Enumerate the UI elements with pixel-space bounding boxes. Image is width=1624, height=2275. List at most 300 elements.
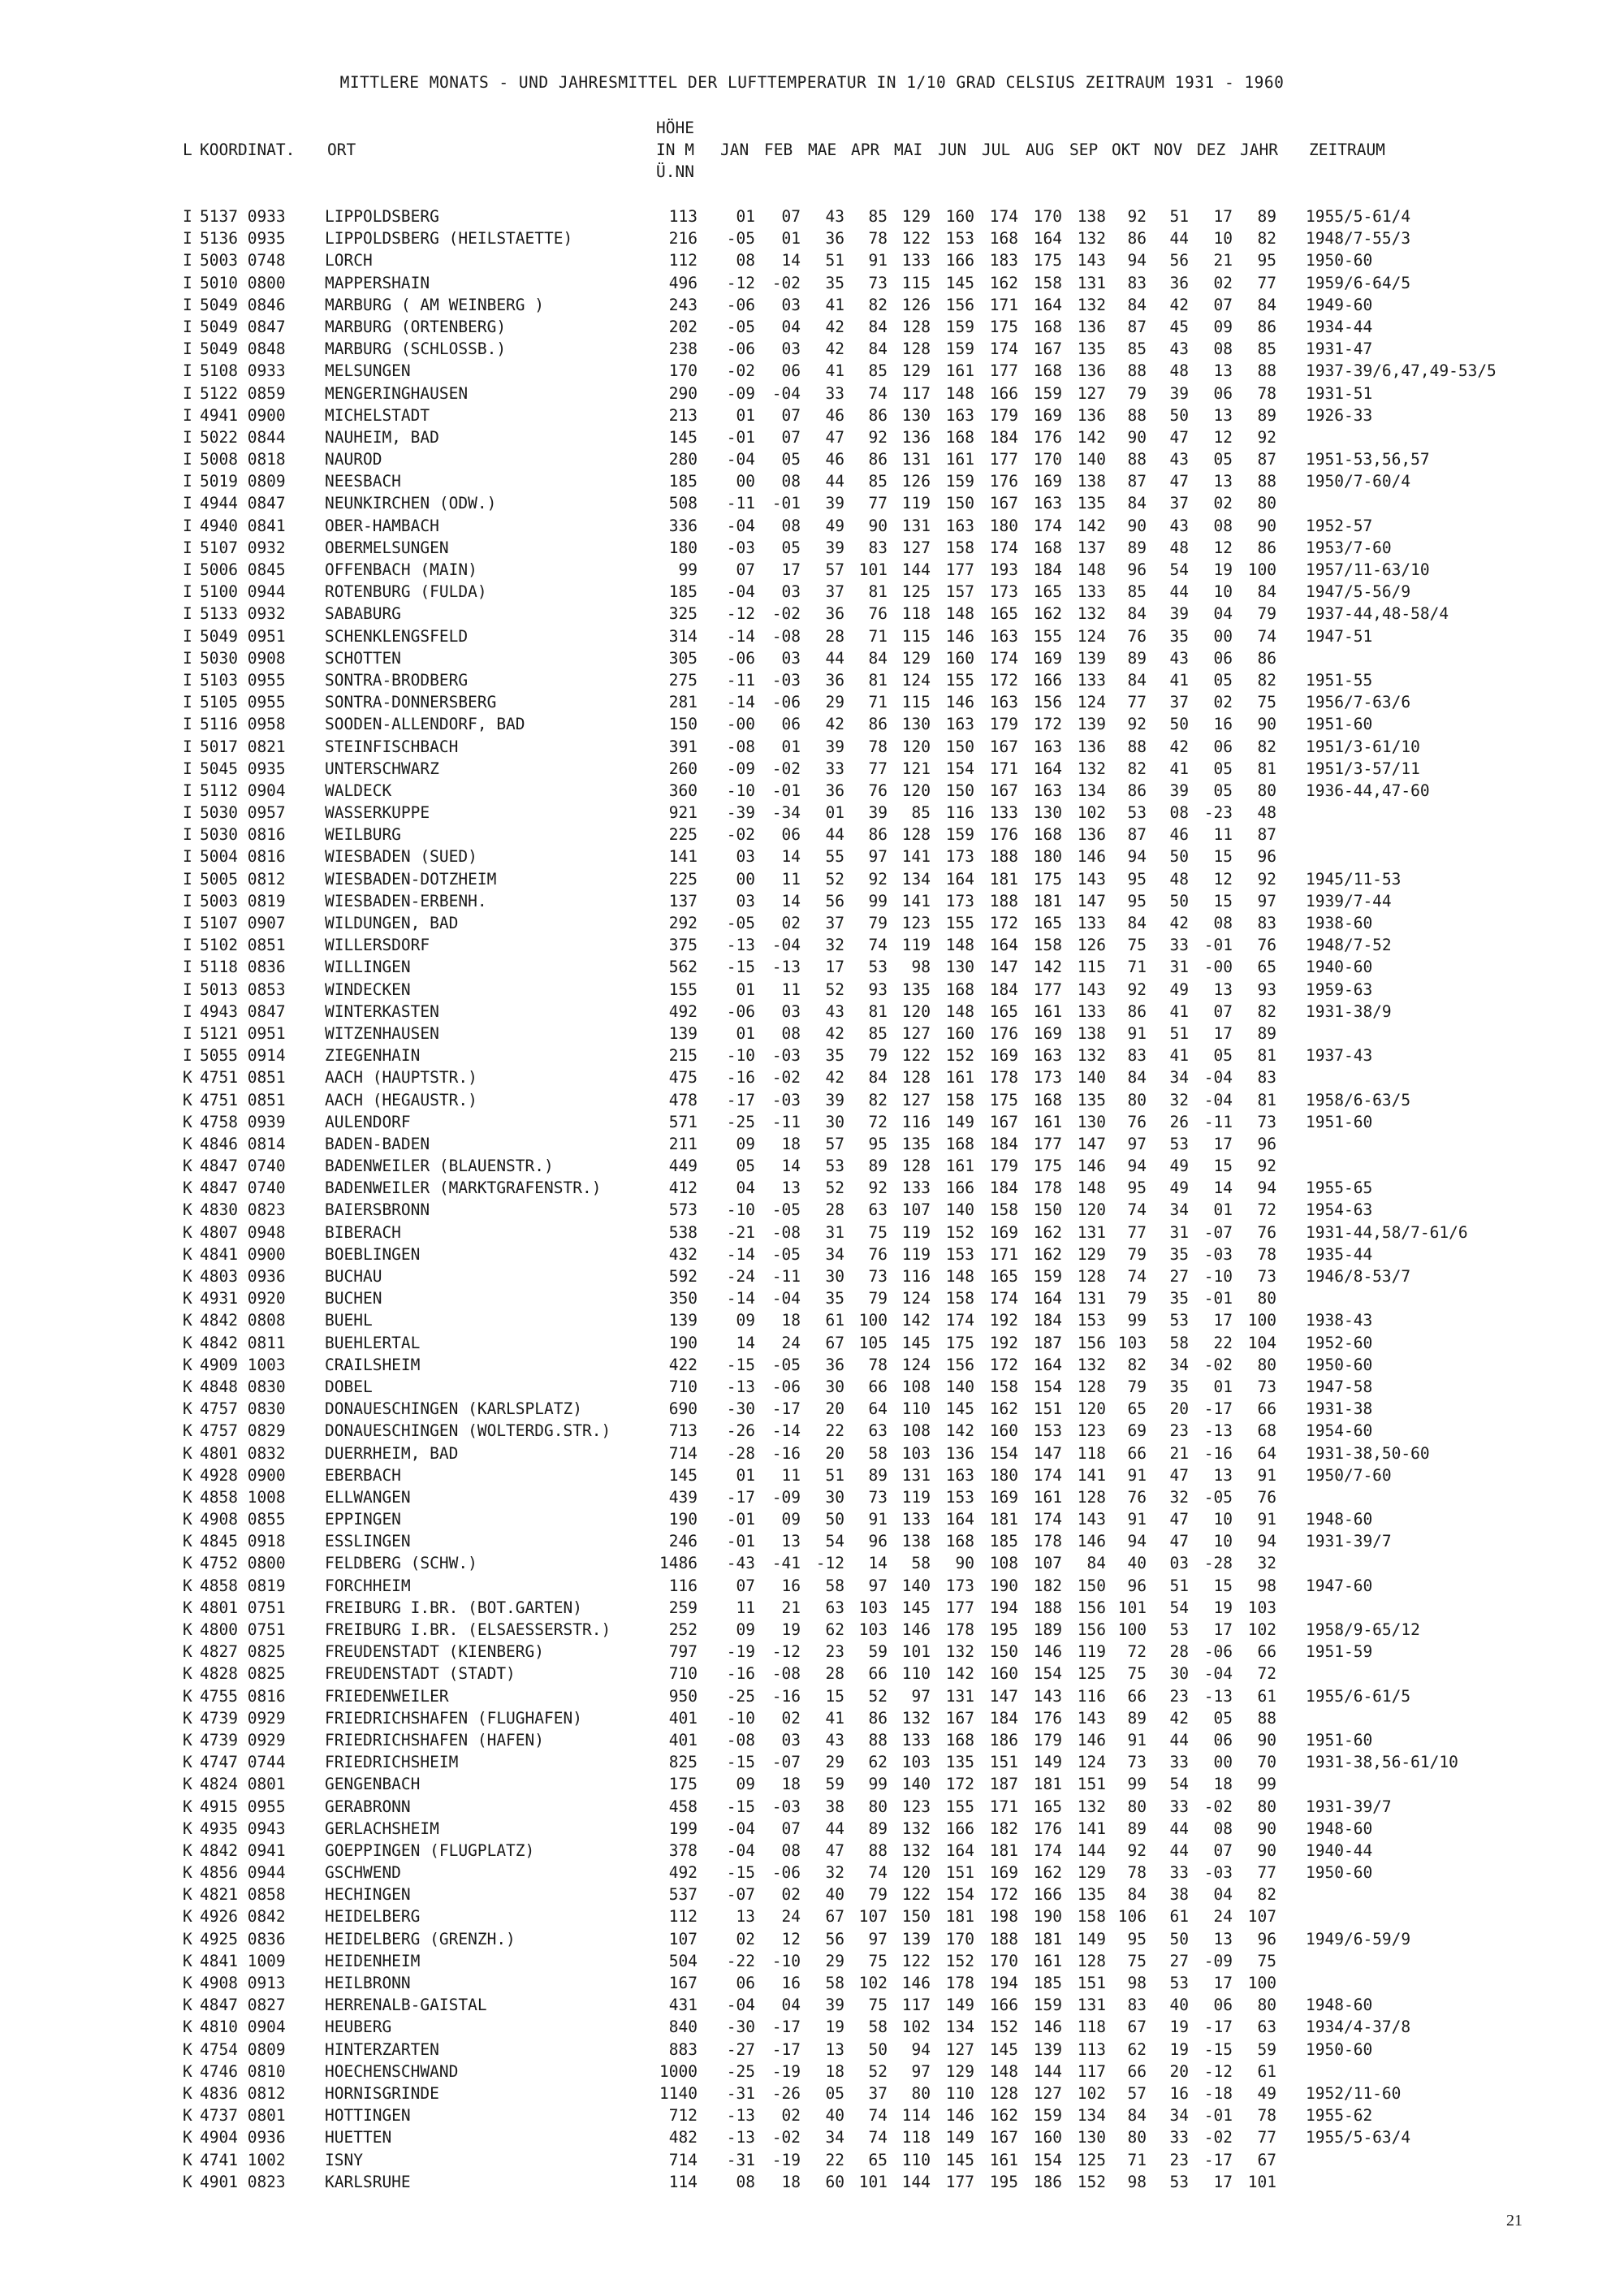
cell-dez: 12 bbox=[1213, 427, 1233, 447]
cell-ort: WIESBADEN (SUED) bbox=[325, 847, 477, 867]
cell-nov: 30 bbox=[1169, 1664, 1189, 1684]
cell-jun: 166 bbox=[945, 251, 974, 270]
cell-apr: 78 bbox=[868, 229, 888, 249]
cell-jul: 176 bbox=[989, 825, 1018, 845]
cell-mai: 122 bbox=[901, 1046, 931, 1066]
cell-jul: 175 bbox=[989, 317, 1018, 336]
cell-jan: -31 bbox=[726, 2150, 755, 2169]
cell-mae: 43 bbox=[825, 1001, 844, 1021]
cell-mai: 135 bbox=[901, 1134, 931, 1153]
cell-okt: 84 bbox=[1127, 914, 1147, 932]
cell-jun: 151 bbox=[945, 1863, 974, 1883]
cell-apr: 92 bbox=[868, 427, 888, 447]
header-mai: MAI bbox=[894, 141, 923, 159]
table-row bbox=[0, 2149, 1624, 2171]
cell-sep: 134 bbox=[1077, 2106, 1106, 2126]
cell-mai: 80 bbox=[911, 2083, 931, 2103]
cell-aug: 175 bbox=[1033, 869, 1062, 889]
cell-aug: 179 bbox=[1033, 1730, 1062, 1750]
cell-zeitraum: 1947/5-56/9 bbox=[1306, 582, 1411, 602]
cell-zeitraum: 1951-55 bbox=[1306, 670, 1373, 690]
cell-jun: 150 bbox=[945, 781, 974, 800]
cell-jul: 163 bbox=[989, 693, 1018, 712]
cell-apr: 88 bbox=[868, 1730, 888, 1750]
table-row bbox=[0, 1222, 1624, 1243]
cell-koordinaten: 4847 0740 bbox=[200, 1157, 286, 1176]
cell-jun: 155 bbox=[945, 1797, 974, 1816]
cell-jun: 145 bbox=[945, 273, 974, 292]
cell-zeitraum: 1951-60 bbox=[1306, 715, 1373, 734]
cell-okt: 74 bbox=[1127, 1200, 1147, 1220]
cell-okt: 91 bbox=[1127, 1465, 1147, 1485]
cell-hoehe: 458 bbox=[668, 1797, 698, 1816]
cell-apr: 77 bbox=[868, 759, 888, 778]
cell-ort: FRIEDRICHSHAFEN (FLUGHAFEN) bbox=[325, 1708, 582, 1728]
cell-land: K bbox=[183, 1929, 192, 1948]
cell-nov: 32 bbox=[1169, 1487, 1189, 1507]
cell-mae: 44 bbox=[825, 825, 844, 845]
cell-mae: 13 bbox=[825, 2039, 844, 2059]
cell-koordinaten: 4928 0900 bbox=[200, 1465, 286, 1485]
cell-ort: STEINFISCHBACH bbox=[325, 737, 459, 756]
cell-mai: 94 bbox=[911, 2039, 931, 2059]
cell-aug: 176 bbox=[1033, 1819, 1062, 1838]
cell-jun: 173 bbox=[945, 1576, 974, 1595]
table-row bbox=[0, 1552, 1624, 1574]
cell-jahr: 91 bbox=[1257, 1510, 1276, 1529]
header-jan: JAN bbox=[720, 141, 749, 159]
cell-hoehe: 710 bbox=[668, 1664, 698, 1684]
cell-jul: 195 bbox=[989, 2172, 1018, 2191]
cell-jun: 152 bbox=[945, 1046, 974, 1066]
cell-land: I bbox=[183, 781, 192, 800]
cell-koordinaten: 5006 0845 bbox=[200, 560, 286, 579]
cell-hoehe: 482 bbox=[668, 2128, 698, 2147]
cell-mai: 132 bbox=[901, 1819, 931, 1838]
table-row bbox=[0, 338, 1624, 360]
cell-hoehe: 215 bbox=[668, 1046, 698, 1066]
cell-ort: NAUROD bbox=[325, 450, 382, 469]
cell-land: I bbox=[183, 560, 192, 579]
cell-land: K bbox=[183, 1134, 192, 1153]
cell-feb: 14 bbox=[781, 1157, 801, 1176]
cell-mai: 128 bbox=[901, 1068, 931, 1088]
cell-mai: 128 bbox=[901, 317, 931, 336]
cell-ort: HEILBRONN bbox=[325, 1974, 411, 1992]
cell-sep: 136 bbox=[1077, 361, 1106, 381]
cell-jun: 156 bbox=[945, 1355, 974, 1374]
cell-mae: 60 bbox=[825, 2172, 844, 2191]
cell-jahr: 75 bbox=[1257, 693, 1276, 712]
cell-hoehe: 185 bbox=[668, 472, 698, 491]
cell-apr: 66 bbox=[868, 1664, 888, 1684]
cell-zeitraum: 1948/7-52 bbox=[1306, 936, 1392, 955]
cell-jul: 161 bbox=[989, 2150, 1018, 2169]
cell-apr: 75 bbox=[868, 1222, 888, 1242]
cell-jul: 147 bbox=[989, 1686, 1018, 1706]
cell-okt: 88 bbox=[1127, 450, 1147, 469]
cell-jahr: 95 bbox=[1257, 251, 1276, 270]
table-row bbox=[0, 1111, 1624, 1133]
cell-aug: 163 bbox=[1033, 494, 1062, 513]
cell-jul: 172 bbox=[989, 670, 1018, 690]
cell-jahr: 90 bbox=[1257, 1840, 1276, 1860]
cell-mai: 132 bbox=[901, 1708, 931, 1728]
cell-jun: 178 bbox=[945, 1974, 974, 1992]
cell-jan: -05 bbox=[726, 229, 755, 249]
cell-koordinaten: 4842 0941 bbox=[200, 1840, 286, 1860]
cell-feb: -02 bbox=[771, 604, 801, 624]
table-row bbox=[0, 1354, 1624, 1376]
cell-mae: 20 bbox=[825, 1399, 844, 1419]
cell-aug: 159 bbox=[1033, 1267, 1062, 1286]
cell-apr: 97 bbox=[868, 1929, 888, 1948]
cell-land: K bbox=[183, 2172, 192, 2191]
cell-apr: 103 bbox=[858, 1620, 888, 1639]
cell-dez: -04 bbox=[1203, 1068, 1233, 1088]
cell-feb: -01 bbox=[771, 781, 801, 800]
cell-jan: -17 bbox=[726, 1090, 755, 1109]
cell-ort: SONTRA-DONNERSBERG bbox=[325, 693, 497, 712]
cell-hoehe: 202 bbox=[668, 317, 698, 336]
cell-feb: -10 bbox=[771, 1951, 801, 1970]
cell-feb: 21 bbox=[781, 1598, 801, 1617]
cell-zeitraum: 1940-44 bbox=[1306, 1840, 1373, 1860]
cell-dez: 17 bbox=[1213, 1311, 1233, 1330]
cell-land: I bbox=[183, 582, 192, 602]
cell-land: I bbox=[183, 405, 192, 425]
table-row bbox=[0, 404, 1624, 426]
cell-feb: -09 bbox=[771, 1487, 801, 1507]
cell-jan: -11 bbox=[726, 494, 755, 513]
cell-jan: -25 bbox=[726, 1112, 755, 1131]
cell-land: I bbox=[183, 847, 192, 867]
cell-jahr: 88 bbox=[1257, 361, 1276, 381]
cell-feb: 01 bbox=[781, 737, 801, 756]
cell-hoehe: 714 bbox=[668, 1443, 698, 1463]
cell-hoehe: 478 bbox=[668, 1090, 698, 1109]
cell-jan: -14 bbox=[726, 626, 755, 646]
table-row bbox=[0, 890, 1624, 912]
cell-ort: BAIERSBRONN bbox=[325, 1200, 430, 1220]
cell-mae: 19 bbox=[825, 2018, 844, 2037]
cell-jahr: 66 bbox=[1257, 1642, 1276, 1662]
cell-sep: 132 bbox=[1077, 1046, 1106, 1066]
cell-ort: BUCHAU bbox=[325, 1267, 382, 1286]
cell-ort: MELSUNGEN bbox=[325, 361, 411, 381]
cell-jahr: 76 bbox=[1257, 1222, 1276, 1242]
cell-jun: 163 bbox=[945, 1465, 974, 1485]
cell-jun: 158 bbox=[945, 1289, 974, 1308]
cell-jul: 162 bbox=[989, 1399, 1018, 1419]
cell-dez: -03 bbox=[1203, 1863, 1233, 1883]
cell-okt: 74 bbox=[1127, 1267, 1147, 1286]
cell-aug: 165 bbox=[1033, 914, 1062, 932]
cell-ort: AULENDORF bbox=[325, 1112, 411, 1131]
cell-nov: 20 bbox=[1169, 1399, 1189, 1419]
cell-feb: -02 bbox=[771, 759, 801, 778]
cell-koordinaten: 5030 0816 bbox=[200, 825, 286, 845]
cell-jan: -25 bbox=[726, 1686, 755, 1706]
cell-jan: -28 bbox=[726, 1443, 755, 1463]
cell-jan: -30 bbox=[726, 2018, 755, 2037]
cell-ort: LORCH bbox=[325, 251, 373, 270]
cell-nov: 49 bbox=[1169, 1179, 1189, 1198]
cell-koordinaten: 5045 0935 bbox=[200, 759, 286, 778]
cell-aug: 168 bbox=[1033, 317, 1062, 336]
cell-apr: 102 bbox=[858, 1974, 888, 1992]
cell-okt: 84 bbox=[1127, 670, 1147, 690]
cell-aug: 156 bbox=[1033, 693, 1062, 712]
cell-hoehe: 167 bbox=[668, 1974, 698, 1992]
cell-sep: 132 bbox=[1077, 1797, 1106, 1816]
cell-koordinaten: 4846 0814 bbox=[200, 1134, 286, 1153]
cell-jahr: 80 bbox=[1257, 494, 1276, 513]
cell-jan: -04 bbox=[726, 1996, 755, 2015]
cell-sep: 133 bbox=[1077, 1001, 1106, 1021]
cell-jun: 135 bbox=[945, 1753, 974, 1772]
cell-apr: 81 bbox=[868, 582, 888, 602]
cell-sep: 113 bbox=[1077, 2039, 1106, 2059]
table-row bbox=[0, 1597, 1624, 1619]
cell-apr: 66 bbox=[868, 1377, 888, 1396]
cell-jahr: 72 bbox=[1257, 1200, 1276, 1220]
cell-okt: 103 bbox=[1117, 1333, 1147, 1352]
cell-aug: 177 bbox=[1033, 1134, 1062, 1153]
cell-jan: -15 bbox=[726, 1863, 755, 1883]
cell-jul: 192 bbox=[989, 1311, 1018, 1330]
cell-aug: 154 bbox=[1033, 1377, 1062, 1396]
cell-nov: 39 bbox=[1169, 383, 1189, 403]
cell-jahr: 74 bbox=[1257, 626, 1276, 646]
cell-jan: -43 bbox=[726, 1554, 755, 1573]
cell-sep: 140 bbox=[1077, 1068, 1106, 1088]
cell-hoehe: 537 bbox=[668, 1885, 698, 1905]
cell-jahr: 61 bbox=[1257, 1686, 1276, 1706]
cell-okt: 84 bbox=[1127, 2106, 1147, 2126]
cell-hoehe: 538 bbox=[668, 1222, 698, 1242]
cell-feb: 09 bbox=[781, 1510, 801, 1529]
cell-sep: 146 bbox=[1077, 847, 1106, 867]
cell-jahr: 86 bbox=[1257, 648, 1276, 668]
cell-jul: 194 bbox=[989, 1974, 1018, 1992]
page-title: MITTLERE MONATS - UND JAHRESMITTEL DER LUFTTEMPERATUR IN 1/10 GRAD CELSIUS ZEITRAUM 1931 - 1960 bbox=[339, 73, 1285, 92]
cell-sep: 120 bbox=[1077, 1200, 1106, 1220]
cell-sep: 124 bbox=[1077, 626, 1106, 646]
cell-nov: 53 bbox=[1169, 1974, 1189, 1992]
cell-hoehe: 260 bbox=[668, 759, 698, 778]
cell-jahr: 77 bbox=[1257, 273, 1276, 292]
cell-aug: 165 bbox=[1033, 582, 1062, 602]
cell-aug: 158 bbox=[1033, 273, 1062, 292]
cell-nov: 19 bbox=[1169, 2018, 1189, 2037]
cell-mai: 115 bbox=[901, 693, 931, 712]
cell-land: K bbox=[183, 1510, 192, 1529]
cell-feb: -03 bbox=[771, 1797, 801, 1816]
cell-aug: 181 bbox=[1033, 1929, 1062, 1948]
cell-nov: 48 bbox=[1169, 869, 1189, 889]
cell-mai: 134 bbox=[901, 869, 931, 889]
cell-dez: 05 bbox=[1213, 670, 1233, 690]
cell-aug: 144 bbox=[1033, 2061, 1062, 2081]
cell-mai: 127 bbox=[901, 1090, 931, 1109]
cell-jun: 146 bbox=[945, 693, 974, 712]
cell-jan: -13 bbox=[726, 1377, 755, 1396]
cell-aug: 158 bbox=[1033, 936, 1062, 955]
header-apr: APR bbox=[851, 141, 880, 159]
cell-koordinaten: 4807 0948 bbox=[200, 1222, 286, 1242]
cell-koordinaten: 4845 0918 bbox=[200, 1532, 286, 1551]
cell-jun: 90 bbox=[955, 1554, 974, 1573]
cell-mae: 42 bbox=[825, 1068, 844, 1088]
cell-okt: 83 bbox=[1127, 1046, 1147, 1066]
cell-mai: 136 bbox=[901, 427, 931, 447]
table-row bbox=[0, 470, 1624, 492]
cell-land: K bbox=[183, 1554, 192, 1573]
cell-nov: 08 bbox=[1169, 803, 1189, 823]
cell-ort: EBERBACH bbox=[325, 1465, 401, 1485]
cell-okt: 98 bbox=[1127, 1974, 1147, 1992]
cell-feb: -06 bbox=[771, 1863, 801, 1883]
cell-koordinaten: 5108 0933 bbox=[200, 361, 286, 381]
cell-sep: 115 bbox=[1077, 958, 1106, 977]
cell-koordinaten: 5049 0846 bbox=[200, 295, 286, 314]
cell-hoehe: 1000 bbox=[659, 2061, 698, 2081]
cell-zeitraum: 1955/5-63/4 bbox=[1306, 2128, 1411, 2147]
cell-dez: 14 bbox=[1213, 1179, 1233, 1198]
cell-jan: -12 bbox=[726, 604, 755, 624]
cell-hoehe: 155 bbox=[668, 980, 698, 999]
cell-aug: 168 bbox=[1033, 825, 1062, 845]
cell-dez: 08 bbox=[1213, 340, 1233, 359]
table-row bbox=[0, 868, 1624, 890]
cell-nov: 16 bbox=[1169, 2083, 1189, 2103]
cell-mae: 44 bbox=[825, 1819, 844, 1838]
cell-jan: -25 bbox=[726, 2061, 755, 2081]
cell-okt: 83 bbox=[1127, 1996, 1147, 2015]
cell-nov: 42 bbox=[1169, 295, 1189, 314]
cell-land: I bbox=[183, 273, 192, 292]
cell-zeitraum: 1934/4-37/8 bbox=[1306, 2018, 1411, 2037]
cell-okt: 71 bbox=[1127, 958, 1147, 977]
cell-land: I bbox=[183, 958, 192, 977]
cell-jul: 172 bbox=[989, 914, 1018, 932]
cell-zeitraum: 1939/7-44 bbox=[1306, 891, 1392, 910]
cell-jan: -02 bbox=[726, 361, 755, 381]
cell-nov: 53 bbox=[1169, 1134, 1189, 1153]
cell-feb: 17 bbox=[781, 560, 801, 579]
cell-hoehe: 107 bbox=[668, 1929, 698, 1948]
cell-apr: 95 bbox=[868, 1134, 888, 1153]
cell-apr: 63 bbox=[868, 1421, 888, 1441]
cell-feb: 14 bbox=[781, 847, 801, 867]
cell-jul: 172 bbox=[989, 1885, 1018, 1905]
cell-dez: 06 bbox=[1213, 648, 1233, 668]
cell-land: K bbox=[183, 1289, 192, 1308]
cell-zeitraum: 1957/11-63/10 bbox=[1306, 560, 1430, 579]
cell-land: K bbox=[183, 1267, 192, 1286]
cell-jan: -14 bbox=[726, 693, 755, 712]
table-row bbox=[0, 515, 1624, 537]
cell-dez: -00 bbox=[1203, 958, 1233, 977]
cell-koordinaten: 4926 0842 bbox=[200, 1907, 286, 1927]
cell-feb: -02 bbox=[771, 1068, 801, 1088]
table-row bbox=[0, 1001, 1624, 1023]
cell-mae: 35 bbox=[825, 1046, 844, 1066]
cell-mai: 120 bbox=[901, 1863, 931, 1883]
cell-koordinaten: 4757 0829 bbox=[200, 1421, 286, 1441]
cell-mai: 125 bbox=[901, 582, 931, 602]
table-row bbox=[0, 2171, 1624, 2193]
cell-feb: 16 bbox=[781, 1974, 801, 1992]
cell-feb: 03 bbox=[781, 340, 801, 359]
cell-jahr: 76 bbox=[1257, 936, 1276, 955]
cell-ort: DONAUESCHINGEN (WOLTERDG.STR.) bbox=[325, 1421, 611, 1441]
cell-mai: 146 bbox=[901, 1974, 931, 1992]
cell-feb: 03 bbox=[781, 1001, 801, 1021]
table-row bbox=[0, 603, 1624, 625]
table-row bbox=[0, 1905, 1624, 1927]
cell-hoehe: 112 bbox=[668, 251, 698, 270]
cell-nov: 27 bbox=[1169, 1267, 1189, 1286]
table-row bbox=[0, 426, 1624, 448]
cell-nov: 44 bbox=[1169, 582, 1189, 602]
cell-sep: 131 bbox=[1077, 1289, 1106, 1308]
cell-jun: 153 bbox=[945, 1487, 974, 1507]
cell-feb: 14 bbox=[781, 891, 801, 910]
cell-sep: 135 bbox=[1077, 494, 1106, 513]
cell-jan: -04 bbox=[726, 582, 755, 602]
cell-mae: 41 bbox=[825, 1708, 844, 1728]
cell-koordinaten: 5004 0816 bbox=[200, 847, 286, 867]
cell-sep: 138 bbox=[1077, 207, 1106, 226]
cell-jun: 152 bbox=[945, 1222, 974, 1242]
cell-ort: HEUBERG bbox=[325, 2018, 392, 2037]
cell-apr: 77 bbox=[868, 494, 888, 513]
cell-nov: 54 bbox=[1169, 1598, 1189, 1617]
table-row bbox=[0, 1287, 1624, 1309]
cell-okt: 73 bbox=[1127, 1753, 1147, 1772]
cell-jun: 168 bbox=[945, 1532, 974, 1551]
cell-land: K bbox=[183, 1797, 192, 1816]
cell-aug: 127 bbox=[1033, 2083, 1062, 2103]
cell-koordinaten: 4741 1002 bbox=[200, 2150, 286, 2169]
cell-mai: 144 bbox=[901, 2172, 931, 2191]
cell-okt: 100 bbox=[1117, 1620, 1147, 1639]
table-row bbox=[0, 1464, 1624, 1486]
cell-feb: -41 bbox=[771, 1554, 801, 1573]
cell-koordinaten: 4908 0913 bbox=[200, 1974, 286, 1992]
cell-sep: 149 bbox=[1077, 1929, 1106, 1948]
cell-aug: 139 bbox=[1033, 2039, 1062, 2059]
cell-nov: 43 bbox=[1169, 450, 1189, 469]
cell-nov: 47 bbox=[1169, 472, 1189, 491]
cell-dez: -04 bbox=[1203, 1090, 1233, 1109]
cell-okt: 82 bbox=[1127, 759, 1147, 778]
cell-jul: 193 bbox=[989, 560, 1018, 579]
cell-jun: 168 bbox=[945, 1730, 974, 1750]
cell-mai: 129 bbox=[901, 207, 931, 226]
cell-hoehe: 336 bbox=[668, 516, 698, 535]
cell-mai: 141 bbox=[901, 891, 931, 910]
cell-jan: -00 bbox=[726, 715, 755, 734]
cell-ort: LIPPOLDSBERG (HEILSTAETTE) bbox=[325, 229, 573, 249]
cell-nov: 41 bbox=[1169, 670, 1189, 690]
cell-ort: MARBURG (SCHLOSSB.) bbox=[325, 340, 507, 359]
cell-jul: 169 bbox=[989, 1863, 1018, 1883]
cell-jul: 167 bbox=[989, 737, 1018, 756]
cell-nov: 37 bbox=[1169, 494, 1189, 513]
